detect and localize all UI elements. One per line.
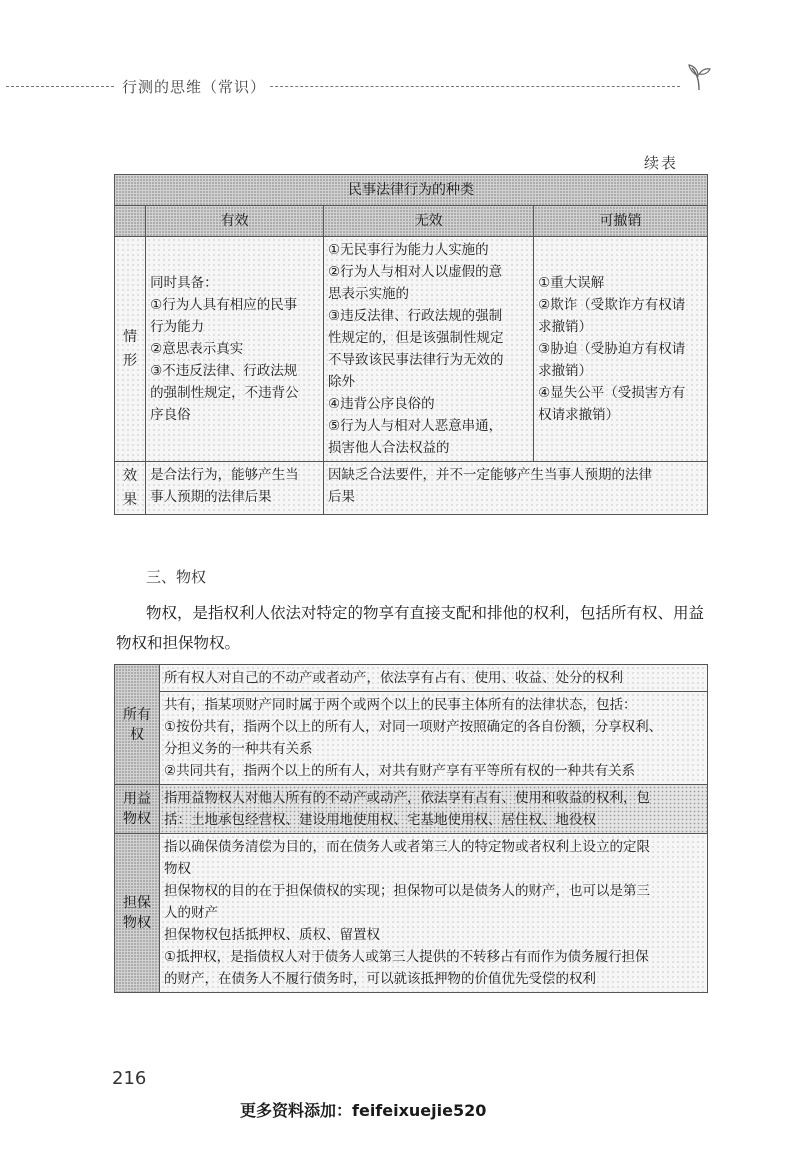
col-header-revocable: 可撤销 bbox=[534, 206, 708, 237]
text-line: ②行为人与相对人以虚假的意 bbox=[328, 264, 503, 280]
cell-valid-situation bbox=[146, 237, 324, 462]
cell-ownership-coownership bbox=[160, 692, 708, 785]
section-heading: 三、物权 bbox=[146, 568, 207, 586]
text-line: 担保物权的目的在于担保债权的实现；担保物可以是债务人的财产，也可以是第三 bbox=[164, 883, 650, 899]
text-line: ②共同共有，指两个以上的所有人，对共有财产享有平等所有权的一种共有关系 bbox=[164, 763, 636, 779]
text-line: 事人预期的法律后果 bbox=[150, 489, 272, 505]
text-line: 除外 bbox=[328, 374, 356, 390]
text-line: 性规定的，但是该强制性规定 bbox=[328, 330, 504, 346]
text-line: 是合法行为，能够产生当 bbox=[150, 467, 299, 483]
text-line: ③违反法律、行政法规的强制 bbox=[328, 308, 503, 324]
text-line: 括：土地承包经营权、建设用地使用权、宅基地使用权、居住权、地役权 bbox=[164, 812, 596, 828]
cell-security bbox=[160, 834, 708, 993]
text-line: 所有权人对自己的不动产或者动产，依法享有占有、使用、收益、处分的权利 bbox=[164, 670, 623, 686]
text-line: ③胁迫（受胁迫方有权请 bbox=[538, 341, 686, 357]
cell-invalid-situation bbox=[324, 237, 534, 462]
text-line: ①抵押权，是指债权人对于债务人或第三人提供的不转移占有而作为债务履行担保 bbox=[164, 949, 649, 965]
header-rule-right bbox=[250, 86, 680, 87]
text-line: ②欺诈（受欺诈方有权请 bbox=[538, 297, 686, 313]
text-line: 指以确保债务清偿为目的，而在债务人或者第三人的特定物或者权利上设立的定限 bbox=[164, 839, 650, 855]
leaf-icon bbox=[686, 62, 712, 92]
running-header: 行测的思维（常识） bbox=[118, 76, 270, 97]
cell-usufruct bbox=[160, 785, 708, 834]
cell-revocable-situation bbox=[534, 237, 708, 462]
row-label-text: 效果 bbox=[123, 468, 138, 508]
footer-note: 更多资料添加：feifeixuejie520 bbox=[240, 1101, 487, 1120]
text-line: ⑤行为人与相对人恶意串通， bbox=[328, 418, 503, 434]
col-header-invalid: 无效 bbox=[324, 206, 534, 237]
text-line: 后果 bbox=[328, 489, 356, 505]
corner-cell bbox=[115, 206, 146, 237]
continued-label: 续表 bbox=[644, 154, 679, 172]
text-line: 的财产，在债务人不履行债务时，可以就该抵押物的价值优先受偿的权利 bbox=[164, 971, 596, 987]
text-line: 的强制性规定，不违背公 bbox=[150, 385, 299, 401]
label-usufruct: 用益物权 bbox=[115, 785, 160, 834]
row-label-effect bbox=[115, 462, 146, 515]
text-line: 分担义务的一种共有关系 bbox=[164, 741, 313, 757]
cell-valid-effect bbox=[146, 462, 324, 515]
text-line: 物权 bbox=[164, 861, 191, 877]
text-line: ①无民事行为能力人实施的 bbox=[328, 242, 489, 258]
text-line: 不导致该民事法律行为无效的 bbox=[328, 352, 504, 368]
text-line: 损害他人合法权益的 bbox=[328, 440, 450, 456]
property-rights-table bbox=[114, 664, 708, 993]
text-line: 权请求撤销） bbox=[538, 407, 620, 423]
text-line: 求撤销） bbox=[538, 319, 593, 335]
text-line: ④违背公序良俗的 bbox=[328, 396, 435, 412]
text-line: ④显失公平（受损害方有 bbox=[538, 385, 686, 401]
text-line: 行为能力 bbox=[150, 319, 205, 335]
text-line: 共有，指某项财产同时属于两个或两个以上的民事主体所有的法律状态，包括： bbox=[164, 697, 637, 713]
text-line: ①按份共有，指两个以上的所有人，对同一项财产按照确定的各自份额，分享权利、 bbox=[164, 719, 663, 735]
civil-acts-table bbox=[114, 174, 708, 515]
page-number: 216 bbox=[112, 1068, 147, 1089]
text-line: ②意思表示真实 bbox=[150, 341, 244, 357]
text-line: 因缺乏合法要件，并不一定能够产生当事人预期的法律 bbox=[328, 467, 653, 483]
header-rule-left bbox=[6, 86, 114, 87]
cell-other-effect bbox=[324, 462, 708, 515]
cell-ownership-main bbox=[160, 665, 708, 692]
text-line: 思表示实施的 bbox=[328, 286, 410, 302]
section-paragraph: 物权，是指权利人依法对特定的物享有直接支配和排他的权利，包括所有权、用益物权和担保物权。 bbox=[116, 604, 705, 652]
text-line: 序良俗 bbox=[150, 407, 191, 423]
text-line: ①重大误解 bbox=[538, 275, 605, 291]
row-label-situation bbox=[115, 237, 146, 462]
row-label-text: 情形 bbox=[123, 329, 138, 369]
text-line: 人的财产 bbox=[164, 905, 218, 921]
text-line: 担保物权包括抵押权、质权、留置权 bbox=[164, 927, 380, 943]
label-security: 担保物权 bbox=[115, 834, 160, 993]
table-title: 民事法律行为的种类 bbox=[115, 175, 708, 206]
text-line: 同时具备： bbox=[150, 275, 218, 291]
text-line: 指用益物权人对他人所有的不动产或动产，依法享有占有、使用和收益的权利，包 bbox=[164, 790, 650, 806]
text-line: ①行为人具有相应的民事 bbox=[150, 297, 298, 313]
col-header-valid: 有效 bbox=[146, 206, 324, 237]
label-ownership: 所有权 bbox=[115, 665, 160, 785]
text-line: 求撤销） bbox=[538, 363, 593, 379]
text-line: ③不违反法律、行政法规 bbox=[150, 363, 298, 379]
